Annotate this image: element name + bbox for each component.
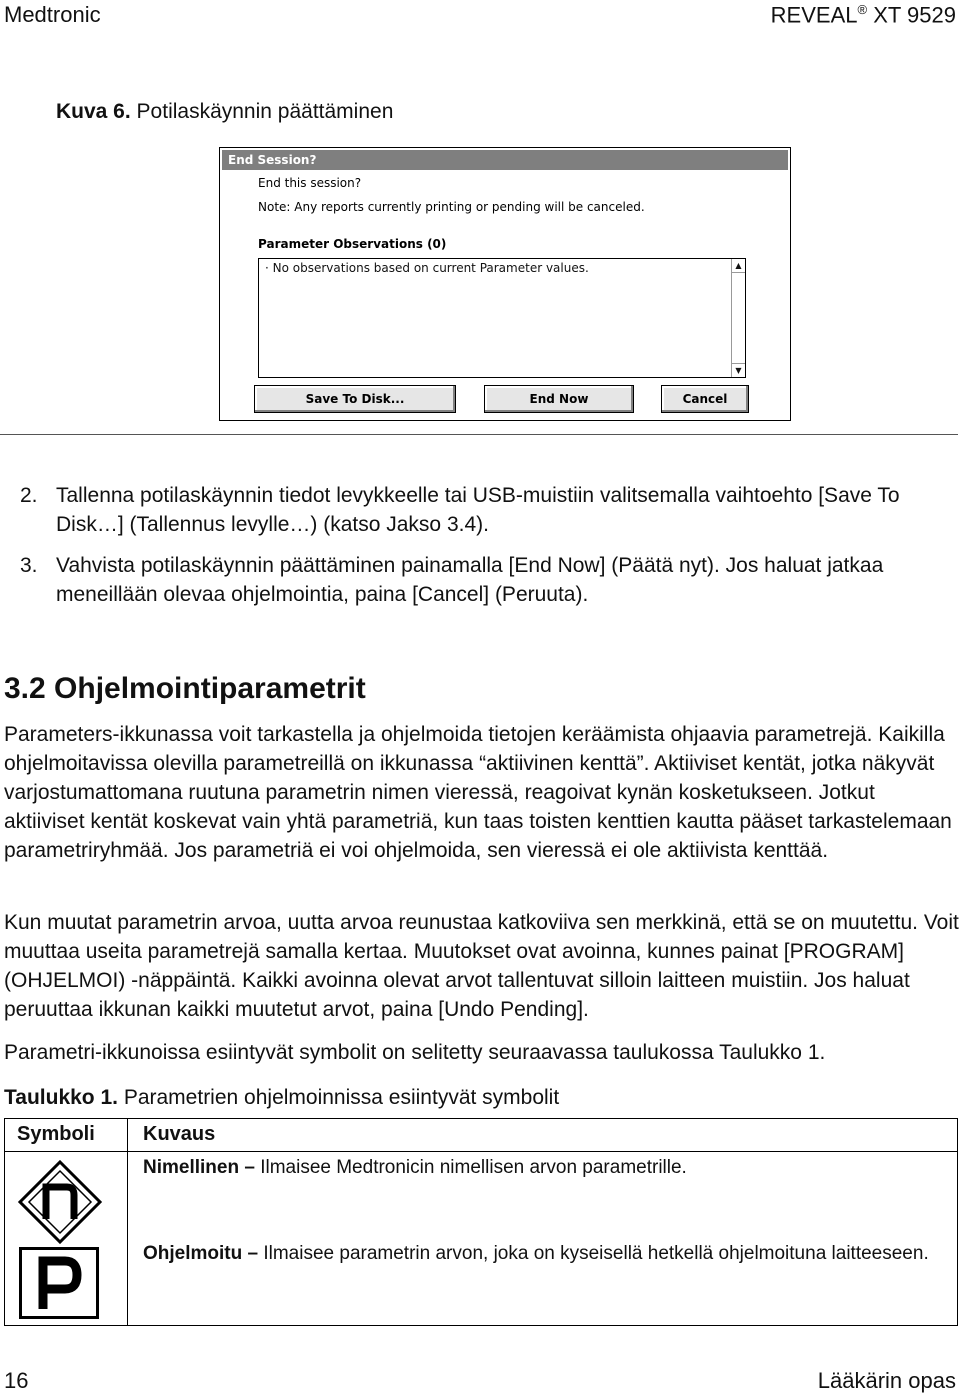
cancel-button[interactable]: Cancel: [661, 385, 749, 413]
observation-item: · No observations based on current Parameter values.: [265, 261, 589, 275]
body-paragraph: Kun muutat parametrin arvoa, uutta arvoa reunustaa katkoviiva sen merkkinä, että se on muutettu. Voit muuttaa useita parametrejä samalla kertaa. Muutokset ovat avoinna, kunnes painat [PROGRAM] (OHJELMOI) -näppäintä. Kaikki avoinna olevat arvot tallentuvat silloin laitteen muistiin. Jos haluat peruuttaa ikkunan kaikki muutetut arvot, paina [Undo Pending].: [4, 911, 959, 1021]
header-product: [771, 2, 956, 28]
registered-mark: ®: [857, 2, 868, 17]
table-column-divider: [127, 1119, 128, 1325]
end-now-button[interactable]: End Now: [484, 385, 634, 413]
observations-scrollbar[interactable]: [731, 259, 745, 377]
observations-heading: Parameter Observations (0): [258, 237, 447, 251]
table-title: Parametrien ohjelmoinnissa esiintyvät symbolit: [123, 1086, 560, 1109]
body-paragraph: Parametri-ikkunoissa esiintyvät symbolit on selitetty seuraavassa taulukossa Taulukko 1.: [4, 1041, 826, 1064]
scroll-up-icon[interactable]: ▲: [732, 259, 745, 273]
divider: [0, 434, 958, 435]
table-header-description: Kuvaus: [143, 1123, 216, 1145]
programmed-p-icon: [19, 1247, 99, 1319]
symbols-table: [4, 1118, 958, 1326]
page-number: 16: [4, 1368, 29, 1393]
dialog-question: End this session?: [258, 176, 362, 190]
header-product-name: REVEAL: [770, 2, 858, 28]
row-term: Nimellinen –: [143, 1157, 255, 1178]
row-description: Ilmaisee Medtronicin nimellisen arvon parametrille.: [260, 1157, 687, 1178]
table-header-symbol: Symboli: [17, 1123, 95, 1145]
footer-doc-title: Lääkärin opas: [817, 1368, 956, 1393]
dialog-titlebar: End Session?: [222, 150, 788, 170]
observations-list[interactable]: [258, 258, 746, 378]
step-number: 3.: [20, 554, 38, 577]
header-brand: Medtronic: [4, 2, 101, 27]
figure-label: Kuva 6.: [56, 100, 131, 123]
step-number: 2.: [20, 484, 38, 507]
table-row: [143, 1155, 953, 1181]
figure-caption: [56, 100, 393, 124]
save-to-disk-button[interactable]: Save To Disk...: [254, 385, 456, 413]
header-model: XT 9529: [873, 2, 956, 28]
step-text: Tallenna potilaskäynnin tiedot levykkeelle tai USB-muistiin valitsemalla vaihtoehto [Save To Disk…] (Tallennus levylle…) (katso Jakso 3.4).: [56, 484, 900, 536]
figure-title: Potilaskäynnin päättäminen: [136, 100, 394, 123]
table-label: Taulukko 1.: [4, 1086, 118, 1109]
table-header-divider: [5, 1151, 957, 1152]
step-text: Vahvista potilaskäynnin päättäminen painamalla [End Now] (Päätä nyt). Jos haluat jatkaa meneillään olevaa ohjelmointia, paina [Cancel] (Peruuta).: [56, 554, 884, 606]
table-caption: [4, 1086, 559, 1110]
table-row: [143, 1241, 953, 1267]
body-paragraph: Parameters-ikkunassa voit tarkastella ja ohjelmoida tietojen keräämista ohjaavia parametrejä. Kaikilla ohjelmoitavissa olevilla parametreillä on ikkunassa “aktiivinen kenttä”. Aktiiviset kentät, jotka näkyvät varjostumattomana ruutuna parametrin nimen vieressä, reagoivat kynän kosketukseen. Jotkut aktiiviset kentät koskevat vain yhtä parametriä, kun taas toisten kenttien kautta pääset tarkastelemaan parametriryhmää. Jos parametriä ei voi ohjelmoida, sen vieressä ei ole aktiivista kenttää.: [4, 723, 952, 862]
section-heading: 3.2 Ohjelmointiparametrit: [4, 672, 366, 705]
scroll-down-icon[interactable]: ▼: [732, 363, 745, 377]
dialog-note: Note: Any reports currently printing or pending will be canceled.: [258, 200, 645, 214]
end-session-dialog: [219, 147, 791, 421]
row-term: Ohjelmoitu –: [143, 1243, 259, 1264]
nominal-diamond-icon: [17, 1159, 103, 1245]
row-description: Ilmaisee parametrin arvon, joka on kyseisellä hetkellä ohjelmoituna laitteeseen.: [263, 1243, 929, 1264]
